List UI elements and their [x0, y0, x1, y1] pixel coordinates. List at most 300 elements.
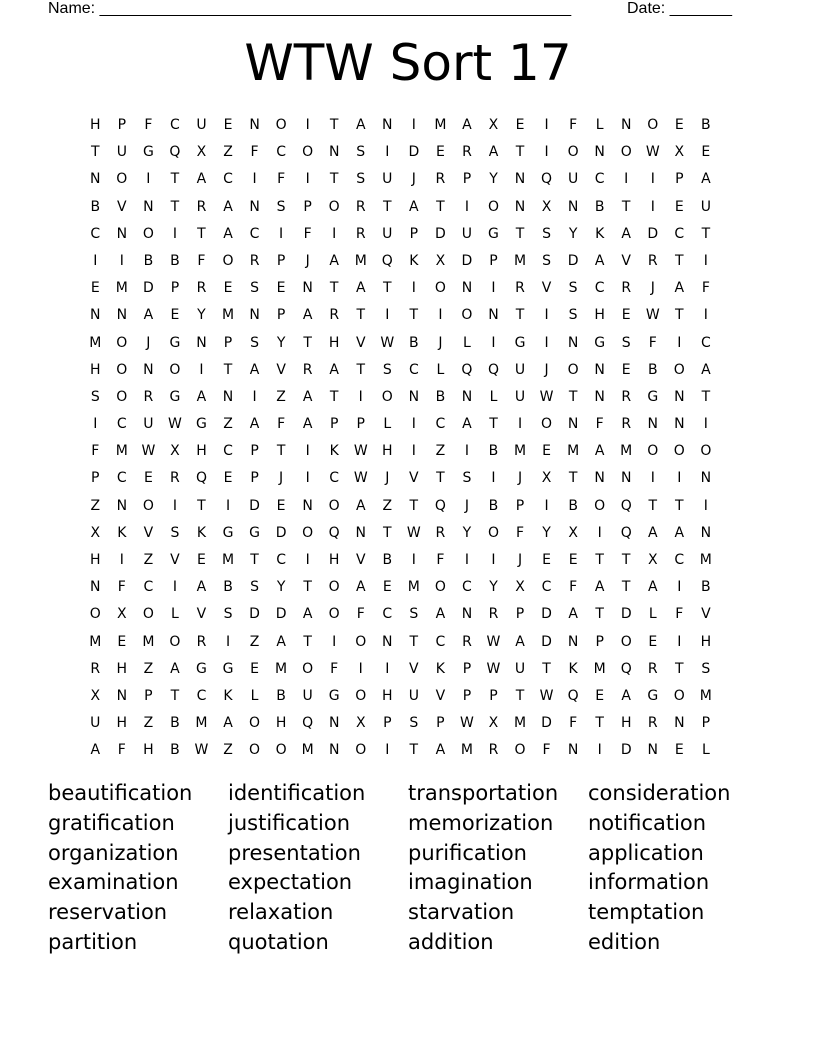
grid-letter: H: [90, 361, 101, 378]
grid-letter: F: [117, 742, 126, 759]
grid-letter: N: [408, 388, 420, 405]
grid-letter: J: [544, 361, 549, 378]
grid-letter: W: [539, 388, 554, 405]
grid-letter: U: [408, 687, 419, 704]
grid-letter: G: [142, 144, 154, 161]
word-list-item: presentation: [228, 840, 361, 865]
grid-letter: O: [594, 497, 606, 514]
grid-letter: A: [701, 361, 711, 378]
grid-letter: O: [355, 742, 367, 759]
grid-letter: A: [170, 660, 180, 677]
grid-letter: V: [701, 606, 711, 623]
grid-letter: O: [328, 497, 340, 514]
grid-letter: O: [647, 117, 659, 133]
grid-letter: A: [647, 579, 658, 596]
grid-letter: W: [194, 742, 209, 759]
grid-letter: V: [355, 552, 366, 568]
grid-row: [82, 411, 719, 438]
grid-letter: I: [332, 225, 337, 242]
grid-letter: N: [461, 606, 473, 623]
grid-letter: E: [568, 552, 578, 568]
grid-letter: S: [250, 280, 259, 297]
grid-letter: D: [541, 633, 552, 650]
grid-letter: O: [328, 606, 340, 623]
grid-letter: S: [568, 280, 578, 297]
grid-letter: N: [249, 198, 260, 215]
grid-letter: E: [701, 144, 711, 161]
grid-letter: N: [647, 416, 658, 433]
grid-letter: V: [143, 524, 154, 541]
grid-letter: L: [383, 416, 392, 433]
grid-letter: M: [354, 252, 367, 269]
word-list-item: relaxation: [228, 900, 334, 925]
grid-letter: B: [435, 388, 446, 405]
grid-letter: A: [594, 443, 605, 460]
grid-letter: S: [462, 470, 472, 487]
grid-letter: J: [279, 470, 284, 487]
grid-letter: K: [223, 687, 233, 704]
grid-letter: I: [411, 117, 416, 133]
grid-row: [82, 112, 719, 139]
grid-letter: I: [597, 742, 602, 759]
grid-letter: E: [197, 552, 206, 568]
grid-letter: T: [223, 361, 233, 378]
grid-row: [82, 330, 719, 357]
grid-letter: G: [488, 225, 499, 242]
grid-letter: N: [700, 524, 712, 541]
word-list-item: identification: [228, 781, 366, 805]
grid-letter: T: [648, 497, 658, 514]
grid-letter: Y: [542, 524, 551, 541]
grid-letter: O: [89, 606, 101, 623]
grid-row: [82, 520, 719, 547]
word-list-item: justification: [228, 810, 351, 835]
grid-letter: X: [647, 552, 658, 568]
grid-letter: T: [329, 117, 339, 133]
grid-letter: U: [700, 198, 711, 215]
word-list-item: reservation: [48, 900, 168, 925]
grid-row: [82, 493, 719, 520]
grid-letter: E: [621, 361, 631, 378]
grid-letter: T: [515, 144, 525, 161]
grid-letter: D: [275, 524, 287, 541]
grid-letter: C: [435, 633, 446, 650]
grid-letter: N: [302, 497, 313, 514]
grid-letter: O: [381, 388, 393, 405]
grid-letter: A: [276, 633, 286, 650]
grid-letter: I: [677, 579, 682, 596]
grid-letter: Q: [169, 144, 181, 161]
grid-letter: G: [169, 388, 181, 405]
grid-letter: M: [301, 742, 314, 759]
grid-letter: R: [462, 144, 472, 161]
grid-letter: J: [146, 334, 151, 351]
grid-letter: R: [196, 198, 207, 215]
grid-letter: O: [461, 307, 473, 324]
grid-letter: X: [90, 524, 101, 541]
grid-letter: I: [491, 280, 496, 297]
grid-row: [82, 737, 719, 764]
grid-letter: A: [515, 633, 525, 650]
grid-letter: Z: [143, 660, 154, 677]
grid-letter: N: [567, 334, 579, 351]
grid-letter: W: [486, 633, 501, 650]
grid-letter: W: [353, 470, 368, 487]
grid-letter: E: [595, 687, 605, 704]
grid-letter: J: [517, 470, 523, 487]
grid-letter: I: [411, 443, 416, 460]
grid-letter: C: [700, 334, 711, 351]
grid-letter: I: [544, 307, 549, 324]
grid-letter: G: [249, 524, 260, 541]
grid-letter: T: [595, 606, 604, 623]
grid-letter: F: [542, 742, 551, 759]
grid-letter: O: [222, 252, 234, 269]
grid-letter: M: [89, 633, 102, 650]
grid-letter: B: [488, 497, 499, 514]
grid-letter: N: [647, 742, 658, 759]
grid-letter: I: [517, 416, 523, 433]
grid-letter: Y: [568, 225, 578, 242]
grid-letter: V: [621, 252, 631, 269]
grid-letter: I: [464, 198, 469, 215]
grid-letter: R: [435, 171, 446, 188]
grid-letter: T: [329, 388, 339, 405]
grid-letter: L: [463, 334, 471, 351]
grid-letter: I: [305, 117, 310, 133]
grid-letter: I: [252, 388, 257, 405]
word-list-item: purification: [408, 840, 527, 865]
grid-letter: L: [250, 687, 259, 704]
grid-letter: K: [409, 252, 419, 269]
grid-letter: V: [541, 280, 552, 297]
grid-letter: T: [409, 497, 419, 514]
date-field-label: Date: _______: [627, 0, 732, 17]
grid-letter: I: [172, 579, 177, 596]
grid-letter: N: [196, 334, 207, 351]
grid-letter: M: [89, 334, 102, 351]
grid-letter: I: [624, 171, 629, 188]
grid-letter: T: [515, 307, 525, 324]
grid-letter: A: [409, 198, 419, 215]
grid-letter: J: [517, 552, 523, 568]
grid-letter: G: [196, 416, 207, 433]
grid-letter: W: [539, 687, 554, 704]
grid-letter: T: [621, 552, 631, 568]
grid-letter: R: [647, 715, 658, 732]
grid-letter: C: [541, 579, 552, 596]
grid-letter: M: [513, 715, 527, 732]
grid-letter: N: [620, 470, 632, 487]
grid-row: [82, 601, 719, 628]
grid-letter: O: [116, 388, 128, 405]
grid-letter: G: [328, 687, 340, 704]
grid-letter: I: [703, 497, 708, 514]
grid-letter: O: [434, 579, 446, 596]
grid-letter: P: [250, 470, 259, 487]
grid-letter: R: [249, 252, 260, 269]
grid-letter: N: [143, 198, 154, 215]
grid-letter: Z: [276, 388, 286, 405]
grid-row: [82, 139, 719, 166]
grid-letter: N: [90, 307, 101, 324]
grid-letter: H: [90, 552, 101, 568]
grid-letter: Q: [487, 361, 499, 378]
grid-letter: T: [170, 198, 180, 215]
grid-letter: U: [514, 388, 526, 405]
grid-letter: X: [488, 117, 499, 133]
grid-letter: B: [382, 552, 393, 568]
grid-letter: N: [249, 307, 260, 324]
grid-letter: N: [116, 225, 128, 242]
grid-letter: X: [488, 715, 499, 732]
grid-letter: C: [329, 470, 340, 487]
grid-letter: T: [170, 687, 180, 704]
grid-letter: I: [119, 552, 124, 568]
grid-letter: T: [675, 307, 684, 324]
grid-letter: I: [305, 171, 310, 188]
grid-letter: T: [356, 307, 366, 324]
grid-letter: T: [621, 579, 631, 596]
word-list: [48, 779, 768, 958]
grid-letter: C: [462, 579, 472, 596]
grid-letter: X: [541, 198, 552, 215]
grid-letter: O: [116, 334, 128, 351]
grid-letter: A: [302, 307, 313, 324]
grid-letter: A: [196, 579, 207, 596]
grid-letter: D: [461, 252, 473, 269]
grid-letter: X: [541, 470, 552, 487]
grid-letter: N: [222, 388, 234, 405]
grid-letter: F: [675, 606, 684, 623]
grid-letter: P: [462, 171, 472, 188]
grid-letter: D: [249, 497, 260, 514]
word-list-item: starvation: [408, 900, 515, 925]
grid-letter: H: [275, 715, 287, 732]
grid-letter: W: [380, 334, 395, 351]
grid-letter: Z: [435, 443, 446, 460]
grid-letter: O: [169, 361, 181, 378]
grid-letter: C: [196, 687, 207, 704]
grid-letter: I: [650, 198, 655, 215]
grid-letter: T: [329, 280, 339, 297]
grid-letter: B: [488, 443, 499, 460]
grid-letter: M: [567, 443, 580, 460]
grid-letter: B: [647, 361, 658, 378]
grid-letter: O: [673, 443, 685, 460]
grid-letter: Q: [381, 252, 393, 269]
grid-letter: T: [197, 497, 206, 514]
grid-letter: T: [542, 660, 551, 677]
grid-row: [82, 275, 719, 302]
grid-letter: T: [329, 171, 339, 188]
grid-row: [82, 465, 719, 492]
grid-letter: P: [303, 198, 312, 215]
grid-letter: X: [355, 715, 366, 732]
grid-letter: V: [117, 198, 127, 215]
grid-letter: N: [355, 524, 366, 541]
grid-letter: F: [595, 416, 604, 433]
grid-letter: A: [674, 280, 685, 297]
grid-letter: N: [594, 470, 605, 487]
header-line: [48, 0, 748, 20]
grid-letter: N: [594, 388, 605, 405]
grid-row: [82, 547, 719, 574]
grid-letter: L: [595, 117, 604, 133]
grid-letter: N: [514, 171, 526, 188]
grid-letter: T: [568, 470, 578, 487]
grid-letter: D: [647, 225, 659, 242]
grid-letter: Q: [195, 470, 207, 487]
grid-letter: A: [329, 252, 339, 269]
grid-letter: V: [435, 687, 446, 704]
grid-letter: X: [568, 524, 578, 541]
grid-letter: A: [249, 416, 260, 433]
grid-letter: T: [409, 742, 419, 759]
grid-letter: S: [356, 144, 366, 161]
grid-letter: O: [328, 198, 340, 215]
grid-letter: O: [249, 715, 261, 732]
grid-letter: A: [568, 606, 578, 623]
grid-letter: S: [409, 715, 419, 732]
grid-letter: N: [700, 470, 712, 487]
grid-letter: S: [542, 225, 552, 242]
name-field-label: Name: _____________________________________________________: [48, 0, 572, 17]
grid-letter: P: [701, 715, 711, 732]
grid-letter: U: [382, 171, 393, 188]
grid-letter: I: [703, 416, 708, 433]
grid-letter: O: [302, 524, 314, 541]
grid-letter: N: [328, 742, 340, 759]
grid-letter: A: [196, 171, 207, 188]
grid-letter: H: [594, 307, 605, 324]
grid-letter: F: [436, 552, 445, 568]
grid-letter: M: [221, 307, 235, 324]
grid-letter: H: [382, 443, 393, 460]
grid-letter: N: [674, 715, 685, 732]
grid-letter: O: [328, 579, 340, 596]
grid-letter: I: [650, 171, 655, 188]
grid-letter: V: [196, 606, 207, 623]
grid-letter: C: [594, 171, 605, 188]
grid-letter: M: [460, 742, 473, 759]
grid-letter: G: [647, 687, 659, 704]
grid-letter: B: [170, 742, 180, 759]
grid-letter: D: [567, 252, 579, 269]
grid-letter: A: [435, 742, 446, 759]
word-list-item: addition: [408, 929, 494, 954]
grid-letter: H: [620, 715, 632, 732]
word-list-item: edition: [588, 929, 661, 954]
grid-letter: F: [144, 117, 153, 133]
grid-letter: T: [515, 225, 525, 242]
grid-letter: Y: [276, 334, 286, 351]
grid-letter: I: [597, 524, 602, 541]
grid-letter: O: [275, 117, 287, 133]
grid-letter: O: [249, 742, 261, 759]
grid-letter: N: [143, 361, 154, 378]
grid-letter: Q: [567, 687, 579, 704]
grid-letter: D: [275, 606, 287, 623]
grid-letter: C: [116, 470, 127, 487]
grid-letter: D: [541, 606, 552, 623]
grid-letter: A: [355, 579, 366, 596]
grid-letter: I: [199, 361, 204, 378]
grid-letter: E: [223, 280, 233, 297]
grid-letter: Z: [143, 715, 154, 732]
grid-row: [82, 166, 719, 193]
grid-letter: A: [462, 117, 472, 133]
grid-letter: M: [593, 660, 606, 677]
grid-row: [82, 683, 719, 710]
grid-letter: O: [567, 144, 579, 161]
grid-letter: A: [90, 742, 101, 759]
grid-letter: V: [409, 470, 419, 487]
grid-letter: F: [330, 660, 339, 677]
grid-letter: I: [172, 225, 177, 242]
grid-letter: R: [515, 280, 525, 297]
grid-letter: F: [356, 606, 365, 623]
grid-letter: T: [595, 552, 604, 568]
grid-letter: S: [250, 579, 259, 596]
grid-letter: C: [223, 171, 233, 188]
word-list-item: consideration: [588, 781, 731, 805]
grid-letter: K: [329, 443, 339, 460]
grid-letter: X: [515, 579, 525, 596]
grid-letter: N: [461, 280, 473, 297]
grid-letter: P: [329, 416, 339, 433]
word-list-item: imagination: [408, 870, 533, 895]
grid-letter: S: [568, 307, 578, 324]
grid-letter: A: [302, 416, 313, 433]
grid-letter: S: [382, 361, 392, 378]
grid-letter: M: [407, 579, 420, 596]
grid-letter: N: [594, 361, 605, 378]
grid-letter: N: [302, 280, 313, 297]
grid-letter: P: [250, 443, 259, 460]
grid-letter: D: [541, 715, 552, 732]
grid-letter: G: [222, 524, 234, 541]
grid-letter: T: [621, 198, 631, 215]
grid-letter: P: [436, 715, 445, 732]
grid-letter: R: [302, 361, 313, 378]
grid-letter: P: [489, 687, 498, 704]
grid-letter: I: [677, 470, 682, 487]
grid-letter: P: [409, 225, 419, 242]
grid-letter: Q: [328, 524, 340, 541]
grid-letter: E: [143, 470, 153, 487]
grid-letter: A: [647, 524, 658, 541]
grid-letter: T: [90, 144, 100, 161]
grid-letter: X: [90, 687, 101, 704]
grid-letter: T: [356, 361, 366, 378]
grid-letter: X: [196, 144, 207, 161]
grid-letter: O: [673, 361, 685, 378]
grid-letter: S: [276, 198, 286, 215]
grid-letter: I: [358, 660, 363, 677]
grid-letter: M: [620, 443, 633, 460]
grid-letter: N: [567, 633, 579, 650]
grid-letter: I: [385, 660, 390, 677]
grid-letter: A: [488, 144, 499, 161]
grid-letter: R: [435, 524, 446, 541]
grid-row: [82, 438, 719, 465]
grid-letter: O: [355, 687, 367, 704]
grid-letter: B: [143, 252, 154, 269]
grid-letter: V: [409, 660, 419, 677]
grid-letter: F: [277, 171, 286, 188]
grid-letter: N: [328, 144, 340, 161]
